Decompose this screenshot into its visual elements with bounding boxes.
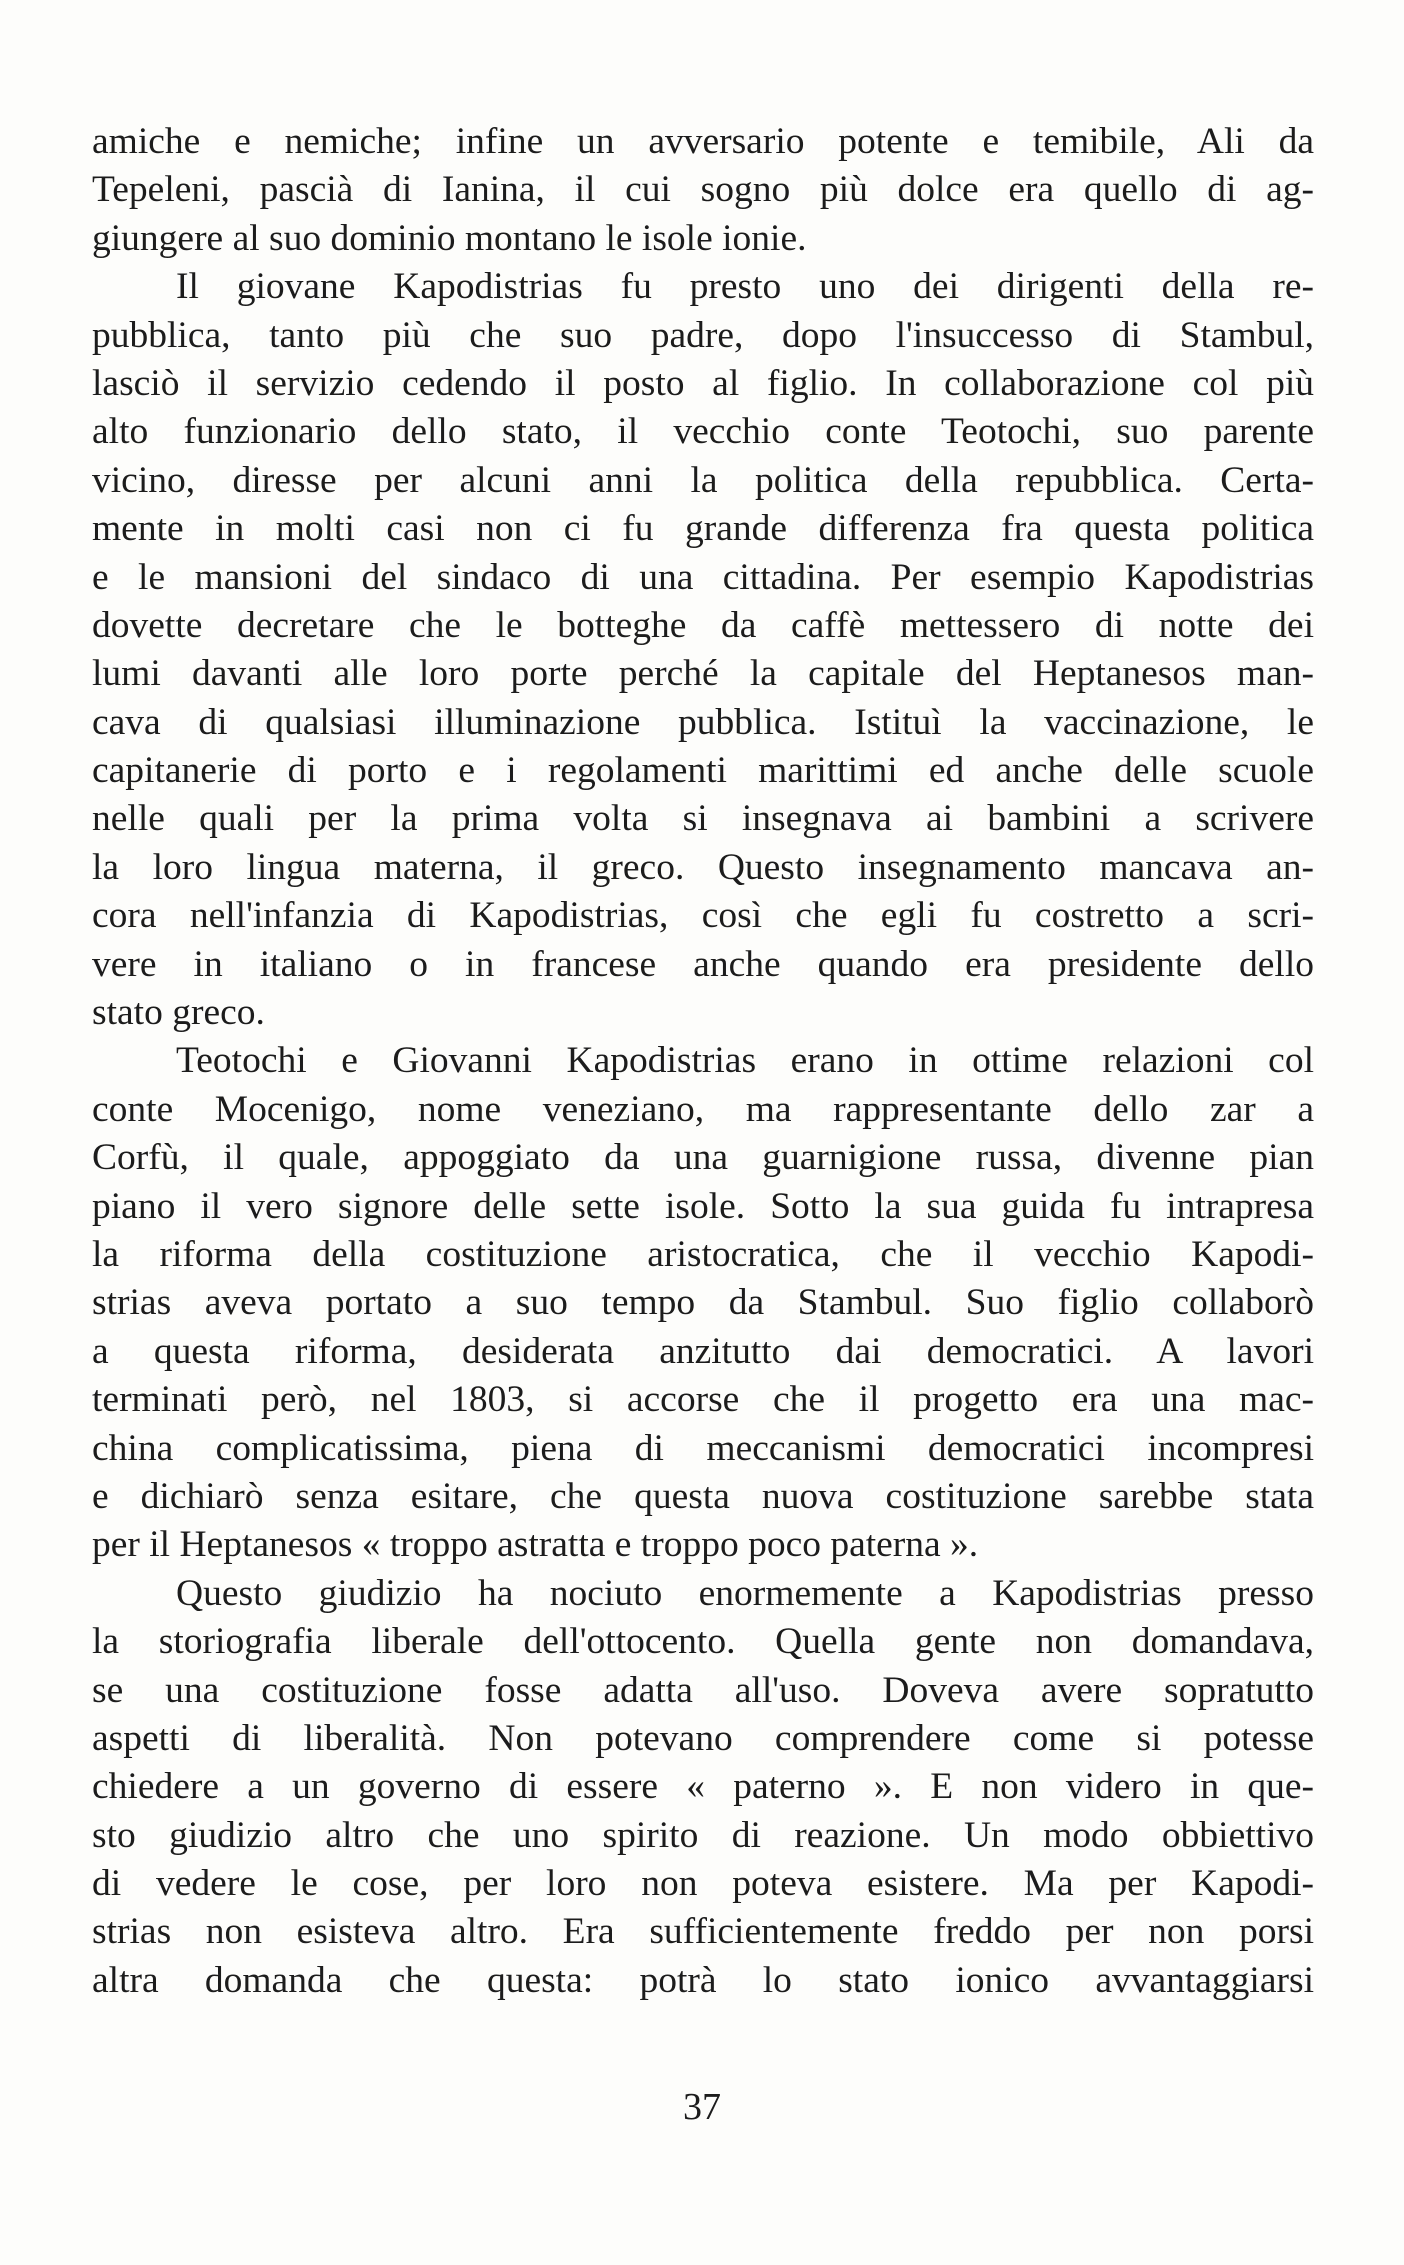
text-line: vere in italiano o in francese anche quando era presidente dello [92, 943, 1314, 985]
text-line: aspetti di liberalità. Non potevano comprendere come si potesse [92, 1717, 1314, 1759]
text-line: sto giudizio altro che uno spirito di reazione. Un modo obbiettivo [92, 1814, 1314, 1856]
text-line: Corfù, il quale, appoggiato da una guarnigione russa, divenne pian [92, 1137, 1314, 1179]
text-line: alto funzionario dello stato, il vecchio conte Teotochi, suo parente [92, 411, 1314, 453]
text-line: altra domanda che questa: potrà lo stato ionico avvantaggiarsi [92, 1959, 1314, 2001]
paragraph-3 [92, 1037, 1314, 1569]
text-line: capitanerie di porto e i regolamenti marittimi ed anche delle scuole [92, 750, 1314, 792]
text-line: pubblica, tanto più che suo padre, dopo l'insuccesso di Stambul, [92, 314, 1314, 356]
text-line: Tepeleni, pascià di Ianina, il cui sogno più dolce era quello di ag- [92, 169, 1314, 211]
text-line: giungere al suo dominio montano le isole ionie. [92, 217, 807, 259]
text-line: cava di qualsiasi illuminazione pubblica. Istituì la vaccinazione, le [92, 701, 1314, 743]
text-line: chiedere a un governo di essere « paterno ». E non videro in que- [92, 1766, 1314, 1808]
text-line: e dichiarò senza esitare, che questa nuova costituzione sarebbe stata [92, 1475, 1314, 1517]
text-line: lasciò il servizio cedendo il posto al figlio. In collaborazione col più [92, 362, 1314, 404]
text-line: stato greco. [92, 992, 265, 1034]
text-line: dovette decretare che le botteghe da caffè mettessero di notte dei [92, 604, 1314, 646]
paragraph-2 [92, 263, 1314, 1037]
text-line: strias aveva portato a suo tempo da Stambul. Suo figlio collaborò [92, 1282, 1314, 1324]
text-line: strias non esisteva altro. Era sufficientemente freddo per non porsi [92, 1911, 1314, 1953]
text-line: lumi davanti alle loro porte perché la capitale del Heptanesos man- [92, 653, 1314, 695]
text-line: Teotochi e Giovanni Kapodistrias erano in ottime relazioni col [176, 1040, 1314, 1082]
text-line: la loro lingua materna, il greco. Questo insegnamento mancava an- [92, 846, 1314, 888]
text-line: a questa riforma, desiderata anzitutto dai democratici. A lavori [92, 1330, 1314, 1372]
body-text [92, 118, 1314, 2005]
paragraph-4 [92, 1570, 1314, 2006]
text-line: Il giovane Kapodistrias fu presto uno dei dirigenti della re- [176, 266, 1314, 308]
text-line: nelle quali per la prima volta si insegnava ai bambini a scrivere [92, 798, 1314, 840]
text-line: la storiografia liberale dell'ottocento. Quella gente non domandava, [92, 1621, 1314, 1663]
text-line: la riforma della costituzione aristocratica, che il vecchio Kapodi- [92, 1233, 1314, 1275]
text-line: cora nell'infanzia di Kapodistrias, così che egli fu costretto a scri- [92, 895, 1314, 937]
text-line: di vedere le cose, per loro non poteva esistere. Ma per Kapodi- [92, 1863, 1314, 1905]
text-line: mente in molti casi non ci fu grande differenza fra questa politica [92, 508, 1314, 550]
text-line: amiche e nemiche; infine un avversario potente e temibile, Ali da [92, 121, 1314, 162]
text-line: Questo giudizio ha nociuto enormemente a Kapodistrias presso [176, 1572, 1314, 1614]
text-line: terminati però, nel 1803, si accorse che il progetto era una mac- [92, 1379, 1314, 1421]
text-line: vicino, diresse per alcuni anni la politica della repubblica. Certa- [92, 459, 1314, 501]
text-line: per il Heptanesos « troppo astratta e troppo poco paterna ». [92, 1524, 979, 1566]
paragraph-1 [92, 118, 1314, 263]
text-line: conte Mocenigo, nome veneziano, ma rappresentante dello zar a [92, 1088, 1314, 1130]
text-line: china complicatissima, piena di meccanismi democratici incompresi [92, 1427, 1314, 1469]
text-line: se una costituzione fosse adatta all'uso. Doveva avere sopratutto [92, 1669, 1314, 1711]
text-line: piano il vero signore delle sette isole. Sotto la sua guida fu intrapresa [92, 1185, 1314, 1227]
page-number: 37 [683, 2086, 721, 2128]
text-line: e le mansioni del sindaco di una cittadina. Per esempio Kapodistrias [92, 556, 1314, 598]
